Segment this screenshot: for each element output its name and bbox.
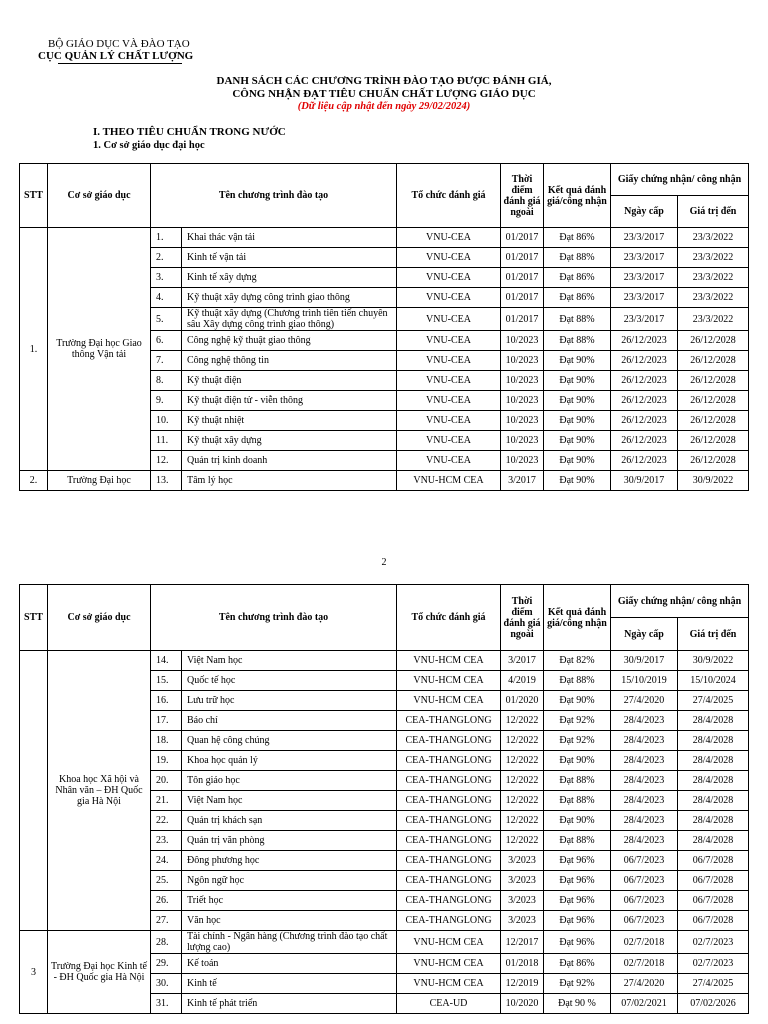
- program-number: 7.: [151, 351, 182, 371]
- institution-name: Khoa học Xã hội và Nhân văn – ĐH Quốc gia Hà Nội: [48, 651, 151, 931]
- evaluation-time: 12/2022: [501, 811, 544, 831]
- issue-date: 27/4/2020: [611, 974, 678, 994]
- evaluating-org: VNU-CEA: [397, 248, 501, 268]
- valid-until: 28/4/2028: [678, 711, 749, 731]
- valid-until: 28/4/2028: [678, 751, 749, 771]
- evaluation-time: 12/2022: [501, 791, 544, 811]
- evaluating-org: VNU-CEA: [397, 411, 501, 431]
- valid-until: 28/4/2028: [678, 791, 749, 811]
- evaluating-org: CEA-THANGLONG: [397, 731, 501, 751]
- evaluation-time: 12/2022: [501, 831, 544, 851]
- evaluation-result: Đạt 86%: [544, 228, 611, 248]
- evaluation-result: Đạt 82%: [544, 651, 611, 671]
- evaluation-time: 10/2023: [501, 451, 544, 471]
- evaluating-org: VNU-CEA: [397, 351, 501, 371]
- evaluation-time: 01/2018: [501, 954, 544, 974]
- valid-until: 06/7/2028: [678, 911, 749, 931]
- institution-name: Trường Đại học: [48, 471, 151, 491]
- program-number: 11.: [151, 431, 182, 451]
- program-name: Quốc tế học: [182, 671, 397, 691]
- evaluation-result: Đạt 90%: [544, 751, 611, 771]
- evaluation-result: Đạt 88%: [544, 771, 611, 791]
- evaluation-time: 3/2023: [501, 911, 544, 931]
- table-row: [20, 651, 749, 671]
- valid-until: 07/02/2026: [678, 994, 749, 1014]
- col-program: Tên chương trình đào tạo: [151, 164, 397, 228]
- program-name: Văn học: [182, 911, 397, 931]
- valid-until: 26/12/2028: [678, 411, 749, 431]
- evaluating-org: VNU-CEA: [397, 268, 501, 288]
- program-name: Quản trị kinh doanh: [182, 451, 397, 471]
- issue-date: 26/12/2023: [611, 371, 678, 391]
- program-name: Đông phương học: [182, 851, 397, 871]
- evaluating-org: VNU-HCM CEA: [397, 931, 501, 954]
- program-name: Kinh tế phát triển: [182, 994, 397, 1014]
- ministry-name: BỘ GIÁO DỤC VÀ ĐÀO TẠO: [48, 38, 190, 50]
- col-result: Kết quả đánh giá/công nhận: [544, 164, 611, 228]
- institution-stt: 1.: [20, 228, 48, 471]
- program-number: 3.: [151, 268, 182, 288]
- evaluation-result: Đạt 88%: [544, 308, 611, 331]
- evaluation-time: 4/2019: [501, 671, 544, 691]
- evaluation-result: Đạt 92%: [544, 731, 611, 751]
- evaluating-org: VNU-CEA: [397, 391, 501, 411]
- program-name: Báo chí: [182, 711, 397, 731]
- program-name: Kỹ thuật xây dựng: [182, 431, 397, 451]
- issue-date: 28/4/2023: [611, 711, 678, 731]
- valid-until: 27/4/2025: [678, 974, 749, 994]
- valid-until: 26/12/2028: [678, 451, 749, 471]
- program-name: Kinh tế xây dựng: [182, 268, 397, 288]
- issue-date: 02/7/2018: [611, 954, 678, 974]
- evaluation-result: Đạt 90%: [544, 431, 611, 451]
- evaluation-result: Đạt 88%: [544, 831, 611, 851]
- valid-until: 28/4/2028: [678, 831, 749, 851]
- program-number: 14.: [151, 651, 182, 671]
- issue-date: 06/7/2023: [611, 891, 678, 911]
- program-name: Ngôn ngữ học: [182, 871, 397, 891]
- evaluation-time: 12/2022: [501, 731, 544, 751]
- evaluation-result: Đạt 90%: [544, 351, 611, 371]
- evaluating-org: VNU-CEA: [397, 451, 501, 471]
- program-number: 6.: [151, 331, 182, 351]
- evaluating-org: VNU-CEA: [397, 228, 501, 248]
- evaluating-org: CEA-THANGLONG: [397, 751, 501, 771]
- evaluating-org: VNU-CEA: [397, 371, 501, 391]
- issue-date: 06/7/2023: [611, 851, 678, 871]
- issue-date: 28/4/2023: [611, 791, 678, 811]
- issue-date: 23/3/2017: [611, 288, 678, 308]
- evaluation-result: Đạt 88%: [544, 331, 611, 351]
- program-number: 17.: [151, 711, 182, 731]
- program-name: Việt Nam học: [182, 791, 397, 811]
- program-name: Khoa học quản lý: [182, 751, 397, 771]
- valid-until: 06/7/2028: [678, 871, 749, 891]
- col-issued: Ngày cấp: [611, 618, 678, 651]
- section-heading: I. THEO TIÊU CHUẨN TRONG NƯỚC: [93, 126, 286, 138]
- valid-until: 26/12/2028: [678, 331, 749, 351]
- header-underline: [58, 63, 182, 64]
- evaluation-time: 12/2022: [501, 771, 544, 791]
- evaluation-result: Đạt 86%: [544, 288, 611, 308]
- issue-date: 28/4/2023: [611, 771, 678, 791]
- evaluating-org: VNU-HCM CEA: [397, 974, 501, 994]
- evaluating-org: VNU-HCM CEA: [397, 691, 501, 711]
- program-number: 12.: [151, 451, 182, 471]
- col-institution: Cơ sở giáo dục: [48, 585, 151, 651]
- evaluation-result: Đạt 86%: [544, 268, 611, 288]
- valid-until: 26/12/2028: [678, 431, 749, 451]
- program-number: 8.: [151, 371, 182, 391]
- evaluation-result: Đạt 90%: [544, 691, 611, 711]
- evaluation-time: 10/2023: [501, 371, 544, 391]
- table-row: [20, 931, 749, 954]
- col-org: Tổ chức đánh giá: [397, 585, 501, 651]
- evaluation-result: Đạt 88%: [544, 671, 611, 691]
- evaluation-time: 3/2023: [501, 851, 544, 871]
- issue-date: 23/3/2017: [611, 308, 678, 331]
- valid-until: 23/3/2022: [678, 248, 749, 268]
- issue-date: 28/4/2023: [611, 751, 678, 771]
- program-name: Công nghệ kỹ thuật giao thông: [182, 331, 397, 351]
- issue-date: 07/02/2021: [611, 994, 678, 1014]
- valid-until: 02/7/2023: [678, 954, 749, 974]
- evaluating-org: VNU-HCM CEA: [397, 471, 501, 491]
- evaluating-org: CEA-THANGLONG: [397, 711, 501, 731]
- evaluation-time: 12/2019: [501, 974, 544, 994]
- institution-name: Trường Đại học Giao thông Vận tải: [48, 228, 151, 471]
- program-name: Quan hệ công chúng: [182, 731, 397, 751]
- program-number: 24.: [151, 851, 182, 871]
- institution-stt: 3: [20, 931, 48, 1014]
- program-number: 2.: [151, 248, 182, 268]
- evaluating-org: VNU-HCM CEA: [397, 651, 501, 671]
- programs-table-page2: [19, 584, 749, 1014]
- col-cert: Giấy chứng nhận/ công nhận: [611, 585, 749, 618]
- program-name: Kỹ thuật xây dựng (Chương trình tiên tiến chuyên sâu Xây dựng công trình giao thông): [182, 308, 397, 331]
- table-row: [20, 228, 749, 248]
- issue-date: 28/4/2023: [611, 731, 678, 751]
- evaluation-result: Đạt 90%: [544, 391, 611, 411]
- program-name: Kinh tế: [182, 974, 397, 994]
- evaluating-org: VNU-CEA: [397, 308, 501, 331]
- issue-date: 26/12/2023: [611, 431, 678, 451]
- issue-date: 26/12/2023: [611, 391, 678, 411]
- col-valid: Giá trị đến: [678, 618, 749, 651]
- evaluating-org: VNU-CEA: [397, 431, 501, 451]
- evaluation-time: 10/2023: [501, 391, 544, 411]
- issue-date: 26/12/2023: [611, 351, 678, 371]
- evaluation-time: 10/2020: [501, 994, 544, 1014]
- valid-until: 23/3/2022: [678, 228, 749, 248]
- program-number: 29.: [151, 954, 182, 974]
- evaluation-result: Đạt 96%: [544, 911, 611, 931]
- program-number: 9.: [151, 391, 182, 411]
- evaluation-time: 10/2023: [501, 331, 544, 351]
- program-name: Quản trị khách sạn: [182, 811, 397, 831]
- issue-date: 28/4/2023: [611, 831, 678, 851]
- col-issued: Ngày cấp: [611, 196, 678, 228]
- evaluation-time: 01/2017: [501, 288, 544, 308]
- evaluation-time: 12/2022: [501, 751, 544, 771]
- evaluating-org: CEA-THANGLONG: [397, 831, 501, 851]
- program-name: Kỹ thuật nhiệt: [182, 411, 397, 431]
- department-name: CỤC QUẢN LÝ CHẤT LƯỢNG: [38, 50, 194, 62]
- program-name: Tôn giáo học: [182, 771, 397, 791]
- evaluation-result: Đạt 90%: [544, 811, 611, 831]
- col-institution: Cơ sở giáo dục: [48, 164, 151, 228]
- evaluation-time: 10/2023: [501, 351, 544, 371]
- col-valid: Giá trị đến: [678, 196, 749, 228]
- valid-until: 23/3/2022: [678, 268, 749, 288]
- program-number: 20.: [151, 771, 182, 791]
- program-name: Công nghệ thông tin: [182, 351, 397, 371]
- col-time: Thời điểm đánh giá ngoài: [501, 585, 544, 651]
- valid-until: 23/3/2022: [678, 308, 749, 331]
- issue-date: 23/3/2017: [611, 248, 678, 268]
- col-org: Tổ chức đánh giá: [397, 164, 501, 228]
- issue-date: 06/7/2023: [611, 871, 678, 891]
- issue-date: 30/9/2017: [611, 471, 678, 491]
- program-number: 27.: [151, 911, 182, 931]
- evaluation-result: Đạt 90%: [544, 451, 611, 471]
- subsection-heading: 1. Cơ sở giáo dục đại học: [93, 140, 205, 151]
- program-name: Việt Nam học: [182, 651, 397, 671]
- institution-stt: [20, 651, 48, 931]
- evaluation-time: 12/2022: [501, 711, 544, 731]
- evaluation-time: 01/2020: [501, 691, 544, 711]
- valid-until: 26/12/2028: [678, 351, 749, 371]
- issue-date: 15/10/2019: [611, 671, 678, 691]
- program-name: Kế toán: [182, 954, 397, 974]
- evaluation-result: Đạt 96%: [544, 871, 611, 891]
- valid-until: 15/10/2024: [678, 671, 749, 691]
- evaluation-result: Đạt 96%: [544, 931, 611, 954]
- evaluating-org: CEA-THANGLONG: [397, 871, 501, 891]
- program-name: Triết học: [182, 891, 397, 911]
- evaluating-org: CEA-THANGLONG: [397, 771, 501, 791]
- program-name: Tài chính - Ngân hàng (Chương trình đào tạo chất lượng cao): [182, 931, 397, 954]
- program-name: Kỹ thuật điện tử - viễn thông: [182, 391, 397, 411]
- issue-date: 06/7/2023: [611, 911, 678, 931]
- evaluating-org: VNU-CEA: [397, 331, 501, 351]
- evaluation-time: 10/2023: [501, 411, 544, 431]
- program-number: 1.: [151, 228, 182, 248]
- evaluating-org: CEA-UD: [397, 994, 501, 1014]
- evaluation-result: Đạt 90 %: [544, 994, 611, 1014]
- program-number: 30.: [151, 974, 182, 994]
- program-name: Lưu trữ học: [182, 691, 397, 711]
- issue-date: 26/12/2023: [611, 451, 678, 471]
- evaluation-time: 01/2017: [501, 268, 544, 288]
- valid-until: 28/4/2028: [678, 731, 749, 751]
- evaluation-result: Đạt 96%: [544, 851, 611, 871]
- issue-date: 02/7/2018: [611, 931, 678, 954]
- valid-until: 06/7/2028: [678, 851, 749, 871]
- valid-until: 26/12/2028: [678, 371, 749, 391]
- program-name: Quản trị văn phòng: [182, 831, 397, 851]
- program-name: Tâm lý học: [182, 471, 397, 491]
- program-number: 26.: [151, 891, 182, 911]
- evaluating-org: CEA-THANGLONG: [397, 791, 501, 811]
- program-number: 5.: [151, 308, 182, 331]
- institution-name: Trường Đại học Kinh tế - ĐH Quốc gia Hà Nội: [48, 931, 151, 1014]
- evaluating-org: VNU-HCM CEA: [397, 671, 501, 691]
- evaluation-time: 3/2023: [501, 871, 544, 891]
- valid-until: 30/9/2022: [678, 471, 749, 491]
- evaluation-result: Đạt 86%: [544, 954, 611, 974]
- program-number: 22.: [151, 811, 182, 831]
- valid-until: 28/4/2028: [678, 771, 749, 791]
- evaluating-org: CEA-THANGLONG: [397, 851, 501, 871]
- evaluation-time: 01/2017: [501, 228, 544, 248]
- col-stt: STT: [20, 585, 48, 651]
- col-time: Thời điểm đánh giá ngoài: [501, 164, 544, 228]
- col-cert: Giấy chứng nhận/ công nhận: [611, 164, 749, 196]
- issue-date: 23/3/2017: [611, 228, 678, 248]
- program-number: 31.: [151, 994, 182, 1014]
- evaluation-result: Đạt 92%: [544, 711, 611, 731]
- evaluation-time: 3/2023: [501, 891, 544, 911]
- evaluating-org: VNU-CEA: [397, 288, 501, 308]
- program-number: 10.: [151, 411, 182, 431]
- evaluation-result: Đạt 92%: [544, 974, 611, 994]
- issue-date: 30/9/2017: [611, 651, 678, 671]
- program-number: 21.: [151, 791, 182, 811]
- evaluation-result: Đạt 90%: [544, 411, 611, 431]
- col-stt: STT: [20, 164, 48, 228]
- valid-until: 02/7/2023: [678, 931, 749, 954]
- evaluation-result: Đạt 88%: [544, 791, 611, 811]
- program-number: 4.: [151, 288, 182, 308]
- evaluation-time: 10/2023: [501, 431, 544, 451]
- valid-until: 06/7/2028: [678, 891, 749, 911]
- valid-until: 23/3/2022: [678, 288, 749, 308]
- evaluation-result: Đạt 90%: [544, 371, 611, 391]
- evaluation-result: Đạt 90%: [544, 471, 611, 491]
- evaluation-time: 12/2017: [501, 931, 544, 954]
- table-row: [20, 471, 749, 491]
- evaluation-time: 3/2017: [501, 471, 544, 491]
- program-number: 13.: [151, 471, 182, 491]
- evaluating-org: VNU-HCM CEA: [397, 954, 501, 974]
- doc-update-note: (Dữ liệu cập nhật đến ngày 29/02/2024): [297, 101, 471, 112]
- doc-title-line1: DANH SÁCH CÁC CHƯƠNG TRÌNH ĐÀO TẠO ĐƯỢC ĐÁNH GIÁ,: [216, 75, 552, 87]
- issue-date: 26/12/2023: [611, 331, 678, 351]
- evaluating-org: CEA-THANGLONG: [397, 891, 501, 911]
- evaluation-time: 3/2017: [501, 651, 544, 671]
- valid-until: 26/12/2028: [678, 391, 749, 411]
- program-number: 25.: [151, 871, 182, 891]
- evaluation-time: 01/2017: [501, 308, 544, 331]
- valid-until: 30/9/2022: [678, 651, 749, 671]
- evaluation-result: Đạt 96%: [544, 891, 611, 911]
- evaluation-result: Đạt 88%: [544, 248, 611, 268]
- program-name: Kỹ thuật xây dựng công trình giao thông: [182, 288, 397, 308]
- col-result: Kết quả đánh giá/công nhận: [544, 585, 611, 651]
- program-name: Kinh tế vận tải: [182, 248, 397, 268]
- institution-stt: 2.: [20, 471, 48, 491]
- program-number: 18.: [151, 731, 182, 751]
- program-number: 23.: [151, 831, 182, 851]
- evaluating-org: CEA-THANGLONG: [397, 811, 501, 831]
- issue-date: 26/12/2023: [611, 411, 678, 431]
- evaluation-time: 01/2017: [501, 248, 544, 268]
- program-name: Khai thác vận tải: [182, 228, 397, 248]
- valid-until: 27/4/2025: [678, 691, 749, 711]
- valid-until: 28/4/2028: [678, 811, 749, 831]
- issue-date: 23/3/2017: [611, 268, 678, 288]
- program-number: 28.: [151, 931, 182, 954]
- program-name: Kỹ thuật điện: [182, 371, 397, 391]
- program-number: 19.: [151, 751, 182, 771]
- evaluating-org: CEA-THANGLONG: [397, 911, 501, 931]
- programs-table-page1: [19, 163, 749, 491]
- doc-title-line2: CÔNG NHẬN ĐẠT TIÊU CHUẨN CHẤT LƯỢNG GIÁO DỤC: [232, 88, 536, 100]
- page-number: 2: [381, 557, 387, 568]
- issue-date: 27/4/2020: [611, 691, 678, 711]
- program-number: 16.: [151, 691, 182, 711]
- issue-date: 28/4/2023: [611, 811, 678, 831]
- col-program: Tên chương trình đào tạo: [151, 585, 397, 651]
- program-number: 15.: [151, 671, 182, 691]
